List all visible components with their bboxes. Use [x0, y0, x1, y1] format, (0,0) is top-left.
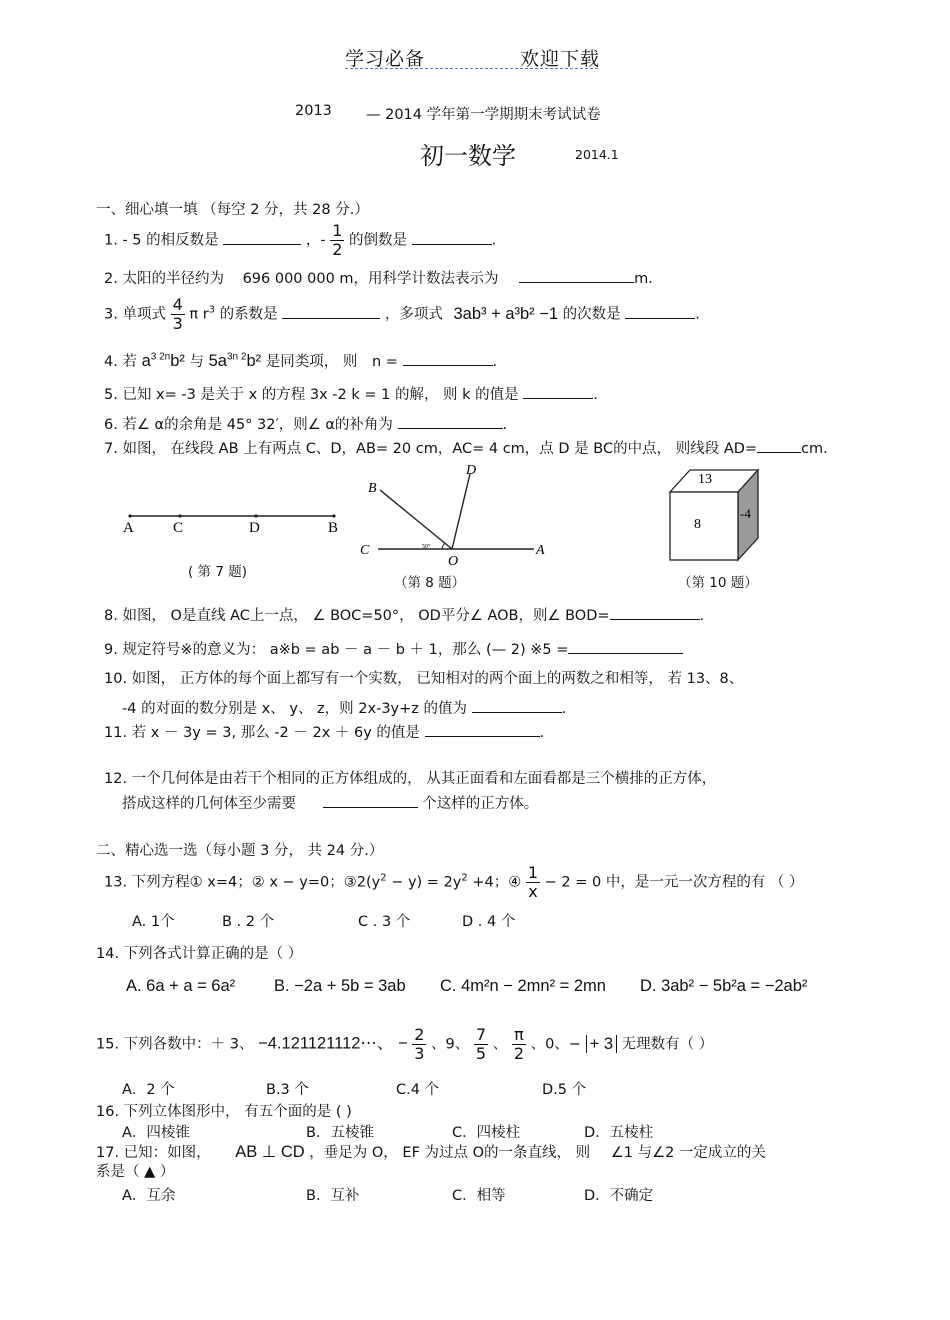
fig8-label-d: D	[466, 463, 477, 478]
q15-text-d: 、0、−	[530, 1036, 581, 1053]
q13-fraction: $\frac{1}{x}$	[527, 863, 539, 901]
cube-front-number: 8	[694, 517, 701, 532]
q12-text-b: 个这样的正方体。	[422, 796, 539, 812]
q13-text-b: − y) = 2y	[391, 874, 462, 891]
q13-option-d[interactable]: D . 4 个	[462, 914, 516, 930]
q15-option-d[interactable]: D.5 个	[542, 1082, 587, 1098]
question-14: 14. 下列各式计算正确的是（ ）	[96, 946, 303, 962]
q15-fraction-3: $\frac{\pi}{2}$	[513, 1025, 524, 1063]
q1-fraction: $\frac{1}{2}$	[332, 221, 343, 259]
q3-text-a: 3. 单项式	[104, 306, 166, 323]
q1-blank-1[interactable]	[223, 230, 301, 245]
q13-text-a: 13. 下列方程① x=4；② x − y=0；③2(y	[104, 874, 381, 891]
question-6	[104, 413, 507, 434]
q6-blank[interactable]	[398, 414, 503, 429]
fig8-caption: （第 8 题）	[394, 575, 466, 591]
q3-polynomial: 3ab³ + a³b² −1	[453, 304, 559, 323]
q4-term-2: $5a^{3n 2}b^2$	[208, 351, 262, 370]
q12-text-a: 搭成这样的几何体至少需要	[122, 796, 296, 812]
q9-text: 9. 规定符号※的意义为： a※b = ab － a － b ＋ 1，那么 (— 2) ※5 =	[104, 642, 569, 658]
question-12-line-2	[122, 792, 538, 813]
q3-blank-2[interactable]	[625, 304, 695, 319]
header-underline	[345, 68, 598, 69]
fig7-label-b: B	[328, 520, 339, 536]
figure-10-cube	[664, 466, 774, 566]
question-9	[104, 638, 683, 659]
q3-text-d: ，多项式	[384, 306, 443, 323]
q14-option-b[interactable]: B. −2a + 5b = 3ab	[274, 977, 406, 995]
q7-text: 7. 如图， 在线段 AB 上有两点 C、D，AB= 20 cm，AC= 4 cm，点 D 是 BC的中点， 则线段 AD=	[104, 441, 758, 457]
q7-blank[interactable]	[757, 438, 801, 453]
q3-exp: 3	[208, 304, 216, 316]
fig7-label-d: D	[249, 520, 260, 536]
q2-text-b: 696 000 000 m，用科学计数法表示为	[242, 271, 499, 287]
section2-heading: 二、精心选一选（每小题 3 分， 共 24 分.）	[96, 843, 384, 859]
q4-blank[interactable]	[403, 351, 493, 366]
q1-text-a: 1. - 5 的相反数是	[104, 232, 219, 249]
fig8-label-c: C	[360, 543, 370, 558]
q2-text-a: 2. 太阳的半径约为	[104, 271, 224, 287]
q17-perpendicular: AB ⊥ CD	[235, 1143, 305, 1161]
q4-end: .	[492, 354, 498, 370]
q13-exp-1: 2	[380, 872, 387, 884]
question-16: 16. 下列立体图形中， 有五个面的是 ( )	[96, 1104, 352, 1120]
q11-end: .	[539, 725, 545, 741]
q16-option-c[interactable]: C．四棱柱	[452, 1125, 521, 1141]
q5-end: .	[593, 387, 598, 403]
q15-abs-value: + 3	[586, 1035, 617, 1053]
q13-text-c: +4；④	[472, 874, 522, 891]
q16-option-b[interactable]: B．五棱锥	[306, 1125, 374, 1141]
q6-end: .	[502, 417, 508, 433]
q8-blank[interactable]	[610, 605, 700, 620]
q15-option-c[interactable]: C.4 个	[396, 1082, 440, 1098]
question-7	[104, 437, 828, 458]
q1-text-c: 的倒数是	[348, 232, 407, 249]
question-5	[104, 383, 598, 404]
fig7-label-a: A	[123, 520, 134, 536]
question-10-line-1: 10. 如图， 正方体的每个面上都写有一个实数， 已知相对的两个面上的两数之和相等， 若 13、8、	[104, 671, 744, 687]
q15-option-b[interactable]: B.3 个	[266, 1082, 309, 1098]
q17-option-c[interactable]: C．相等	[452, 1188, 506, 1204]
question-17-line-1	[96, 1141, 766, 1162]
q17-text-a: 17. 已知：如图，	[96, 1145, 211, 1161]
question-12-line-1: 12. 一个几何体是由若干个相同的正方体组成的， 从其正面看和左面看都是三个横排的正方体，	[104, 771, 717, 787]
q1-end: .	[491, 232, 497, 249]
q16-option-d[interactable]: D．五棱柱	[584, 1125, 654, 1141]
question-8	[104, 604, 704, 625]
fig8-label-b: B	[368, 481, 377, 496]
q17-option-d[interactable]: D．不确定	[584, 1188, 654, 1204]
q15-fraction-1: $\frac{2}{3}$	[414, 1025, 425, 1063]
q7-end: cm.	[801, 441, 828, 457]
q10-end: .	[561, 701, 567, 717]
q4-text-b: 与	[189, 354, 204, 370]
q3-pi-r: π r	[189, 306, 209, 323]
header-right: 欢迎下载	[520, 48, 601, 70]
q10-text: -4 的对面的数分别是 x、 y、 z，则 2x-3y+z 的值为	[122, 701, 467, 717]
q16-option-a[interactable]: A．四棱锥	[122, 1125, 190, 1141]
figure-7-segment	[118, 508, 348, 538]
q17-option-b[interactable]: B．互补	[306, 1188, 360, 1204]
fig8-label-o: O	[448, 554, 459, 569]
q13-option-c[interactable]: C . 3 个	[358, 914, 411, 930]
exam-year-start: 2013	[295, 103, 332, 119]
q3-text-c: 的系数是	[219, 306, 278, 323]
header-left: 学习必备	[345, 48, 426, 70]
q14-option-c[interactable]: C. 4m²n − 2mn² = 2mn	[440, 977, 606, 995]
q2-blank[interactable]	[519, 268, 634, 283]
q15-text-f: 无理数有（ ）	[621, 1036, 714, 1053]
q13-exp-2: 2	[461, 872, 468, 884]
q17-option-a[interactable]: A．互余	[122, 1188, 176, 1204]
q3-fraction: $\frac{4}{3}$	[172, 295, 183, 333]
q15-option-a[interactable]: A．2 个	[122, 1082, 175, 1098]
q12-blank[interactable]	[323, 793, 418, 808]
q6-text: 6. 若∠ α的余角是 45° 32′，则∠ α的补角为	[104, 417, 393, 433]
q15-text-c: 、	[492, 1036, 508, 1053]
q8-text: 8. 如图， O是直线 AC上一点， ∠ BOC=50°， OD平分∠ AOB，则∠ BOD=	[104, 608, 610, 624]
q13-option-b[interactable]: B . 2 个	[222, 914, 275, 930]
q4-text-a: 4. 若	[104, 354, 137, 370]
q17-text-c: ∠1 与∠2 一定成立的关	[610, 1145, 766, 1161]
q15-text-a: 15. 下列各数中：＋ 3、	[96, 1036, 254, 1053]
q4-text-c: 是同类项， 则	[265, 354, 358, 370]
q15-fraction-2: $\frac{7}{5}$	[475, 1025, 487, 1063]
question-15	[96, 1026, 713, 1063]
q2-end: m.	[634, 271, 653, 287]
q10-blank[interactable]	[472, 698, 562, 713]
q15-text-b: 、9、	[431, 1036, 470, 1053]
cube-side-number: -4	[740, 506, 751, 521]
q9-blank[interactable]	[568, 639, 683, 654]
figure-8-angles	[356, 460, 556, 570]
q1-blank-2[interactable]	[412, 230, 492, 245]
fig10-caption: （第 10 题）	[678, 575, 758, 591]
fig8-label-a: A	[536, 543, 545, 558]
q15-decimal: −4.121121112⋯、 −	[258, 1034, 408, 1053]
q17-text-b: ，垂足为 O， EF 为过点 O的一条直线， 则	[309, 1145, 591, 1161]
section1-heading: 一、细心填一填 （每空 2 分，共 28 分.）	[96, 202, 369, 218]
fig7-label-c: C	[173, 520, 184, 536]
question-10-line-2	[122, 697, 566, 718]
q13-option-a[interactable]: A. 1个	[132, 914, 175, 930]
cube-top-number: 13	[698, 472, 712, 487]
question-4	[104, 350, 497, 371]
q13-text-d: − 2 = 0 中，是一元一次方程的有 （ ）	[544, 874, 804, 891]
question-11	[104, 721, 544, 742]
fig7-caption: ( 第 7 题)	[188, 564, 247, 580]
exam-subtitle: — 2014 学年第一学期期末考试试卷	[366, 107, 601, 123]
q4-n: n =	[371, 354, 398, 370]
question-13	[104, 864, 804, 901]
q14-option-a[interactable]: A. 6a + a = 6a²	[126, 977, 236, 995]
q14-option-d[interactable]: D. 3ab² − 5b²a = −2ab²	[640, 977, 808, 995]
q11-text: 11. 若 x － 3y = 3, 那么 -2 － 2x ＋ 6y 的值是	[104, 725, 420, 741]
exam-title: 初一数学	[420, 142, 516, 170]
exam-date: 2014.1	[575, 147, 619, 162]
question-17-line-2: 系是（ ▲ ）	[96, 1164, 175, 1180]
q3-blank-1[interactable]	[282, 304, 380, 319]
q5-blank[interactable]	[523, 384, 593, 399]
q8-end: .	[699, 608, 705, 624]
question-1	[104, 222, 496, 259]
question-3	[104, 296, 700, 333]
q5-text: 5. 已知 x= -3 是关于 x 的方程 3x -2 k = 1 的解， 则 k 的值是	[104, 387, 519, 403]
question-2	[104, 267, 653, 288]
q4-term-1: $a^{3 2n}b^2$	[141, 351, 185, 370]
q11-blank[interactable]	[425, 722, 540, 737]
q3-text-e: 的次数是	[562, 306, 621, 323]
fig8-angle-label: 50°	[422, 544, 431, 550]
q1-text-b: ，-	[305, 232, 326, 249]
q3-end: .	[695, 306, 700, 323]
